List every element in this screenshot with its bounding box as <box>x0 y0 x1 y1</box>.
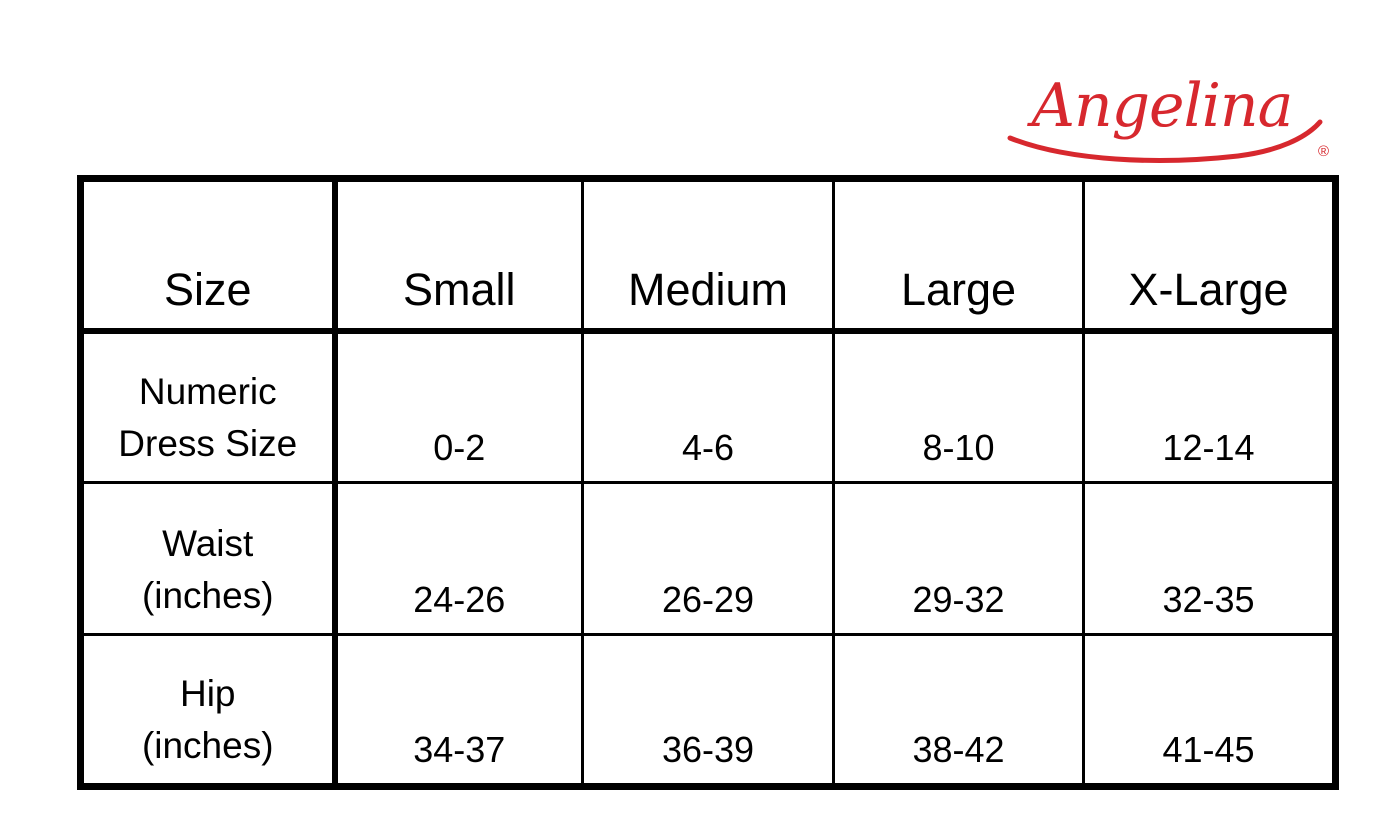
cell-waist-medium: 26-29 <box>583 483 834 635</box>
row-label-line-2: (inches) <box>141 575 274 617</box>
row-label-line-2: (inches) <box>141 725 274 767</box>
column-header-large: Large <box>834 179 1084 331</box>
header-row <box>81 179 1336 331</box>
cell-waist-small: 24-26 <box>335 483 583 635</box>
column-header-x-large: X-Large <box>1084 179 1336 331</box>
column-header-size: Size <box>81 179 335 331</box>
cell-hip-x-large: 41-45 <box>1084 635 1336 787</box>
table-row-waist <box>81 483 1336 635</box>
cell-dress-size-medium: 4-6 <box>583 331 834 483</box>
cell-waist-large: 29-32 <box>834 483 1084 635</box>
registered-trademark-icon: ® <box>1318 143 1330 160</box>
row-label-numeric-dress-size <box>81 331 335 483</box>
row-label-line-1: Waist <box>162 522 254 564</box>
cell-dress-size-small: 0-2 <box>335 331 583 483</box>
row-label-line-2: Dress Size <box>118 423 298 465</box>
column-header-medium: Medium <box>583 179 834 331</box>
brand-logo <box>998 62 1343 174</box>
cell-dress-size-x-large: 12-14 <box>1084 331 1336 483</box>
size-chart-table <box>77 175 1339 790</box>
row-label-hip <box>81 635 335 787</box>
cell-dress-size-large: 8-10 <box>834 331 1084 483</box>
table-row-numeric-dress-size <box>81 331 1336 483</box>
brand-logo-graphic <box>998 62 1343 174</box>
row-label-waist <box>81 483 335 635</box>
row-label-line-1: Numeric <box>138 370 277 412</box>
cell-hip-small: 34-37 <box>335 635 583 787</box>
row-label-line-1: Hip <box>179 672 236 714</box>
cell-waist-x-large: 32-35 <box>1084 483 1336 635</box>
cell-hip-medium: 36-39 <box>583 635 834 787</box>
table-row-hip <box>81 635 1336 787</box>
cell-hip-large: 38-42 <box>834 635 1084 787</box>
column-header-small: Small <box>335 179 583 331</box>
brand-logo-text: Angelina <box>1031 71 1293 141</box>
